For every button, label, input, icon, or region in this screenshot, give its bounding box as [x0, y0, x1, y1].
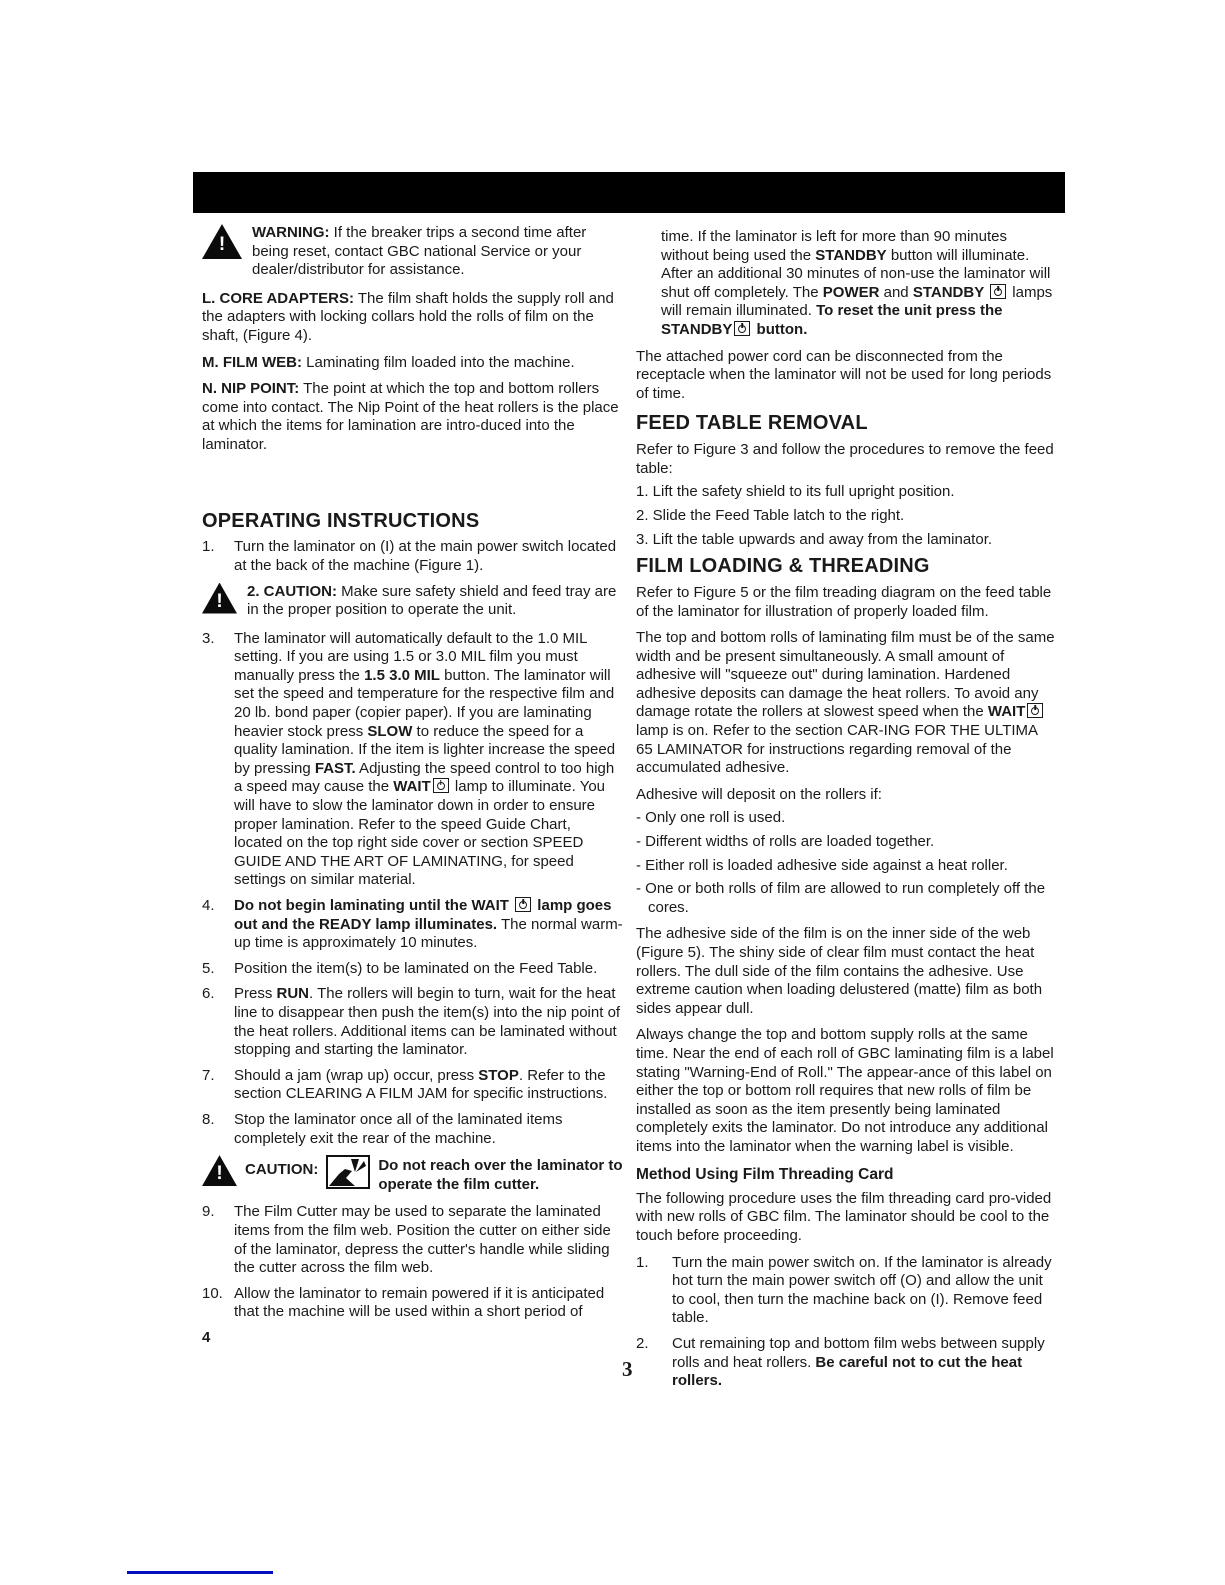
item-text: Cut remaining top and bottom film webs between supply rolls and heat rollers. Be careful not to cut the heat rollers. [672, 1334, 1045, 1390]
bullet-item: - One or both rolls of film are allowed to run completely off the cores. [636, 880, 1046, 916]
top-black-bar [193, 172, 1065, 213]
list-item [202, 897, 623, 953]
adhesive-bullets [636, 809, 1057, 917]
list-item [202, 538, 623, 575]
list-item [202, 1111, 623, 1148]
power-symbol-icon [1027, 703, 1043, 718]
list-item [202, 1285, 623, 1322]
item-text: Should a jam (wrap up) occur, press STOP. Refer to the section CLEARING A FILM JAM for specific instructions. [234, 1066, 608, 1103]
item-number: 2. [636, 1334, 649, 1352]
list-item [202, 985, 623, 1059]
safety-shield-caution [202, 583, 623, 620]
page-number: 3 [622, 1357, 633, 1381]
item-text: Allow the laminator to remain powered if it is anticipated that the machine will be used within a short period of [234, 1284, 605, 1321]
right-column [636, 228, 1057, 1398]
list-item [636, 1254, 1057, 1328]
item-number: 5. [202, 959, 215, 977]
power-symbol-icon [515, 897, 531, 912]
film-cutter-hazard-icon [326, 1155, 370, 1189]
feed-step: 2. Slide the Feed Table latch to the right. [636, 506, 905, 524]
item-text: The laminator will automatically default to the 1.0 MIL setting. If you are using 1.5 or 3.0 MIL film you must manually press the 1.5 3.0 MIL button. The laminator will set the speed and temperature for the respective film and 20 lb. bond paper (copier paper). If you are laminating heavier stock press SLOW to reduce the speed for a quality lamination. If the item is lighter increase the speed by pressing FAST. Adjusting the speed control to too high a speed may cause the WAIT lamp to illuminate. You will have to slow the laminator down in order to ensure proper lamination. Refer to the speed Guide Chart, located on the top right side cover or section SPEED GUIDE AND THE ART OF LAMINATING, for speed settings on similar material. [234, 629, 616, 889]
list-item [202, 630, 623, 890]
item-number: 1. [202, 538, 215, 556]
feed-intro: Refer to Figure 3 and follow the procedures to remove the feed table: [636, 441, 1054, 477]
film-loading-heading: FILM LOADING & THREADING [636, 555, 930, 578]
item-text: Turn the laminator on (I) at the main power switch located at the back of the machine (Figure 1). [234, 538, 617, 574]
item-number: 6. [202, 985, 215, 1003]
warning-triangle-icon [202, 224, 242, 259]
item-number: 10. [202, 1284, 223, 1302]
item-number: 8. [202, 1110, 215, 1128]
adhesive-intro: Adhesive will deposit on the rollers if: [636, 785, 882, 803]
list-item [636, 1335, 1057, 1391]
list-item [202, 960, 623, 979]
warning-text: WARNING: If the breaker trips a second time after being reset, contact GBC national Service or your dealer/distributor for assistance. [252, 224, 587, 279]
power-symbol-icon [734, 321, 750, 336]
power-cord-para: The attached power cord can be disconnected from the receptacle when the laminator will not be used for long periods of time. [636, 347, 1052, 402]
bottom-blue-line [127, 1571, 273, 1574]
film-para: The top and bottom rolls of laminating film must be of the same width and be present simultaneously. A small amount of adhesive will "squeeze out" during lamination. Hardened adhesive deposits can damage the heat rollers. To avoid any damage rotate the rollers at slowest speed when the WAIT lamp is on. Refer to the section CAR-ING FOR THE ULTIMA 65 LAMINATOR for instructions regarding removal of the accumulated adhesive. [636, 629, 1055, 777]
item-text: Stop the laminator once all of the laminated items completely exit the rear of the machine. [234, 1110, 563, 1147]
supply-rolls-para: Always change the top and bottom supply rolls at the same time. Near the end of each roll of GBC laminating film is a label stating "Warning-End of Roll." The appear-ance of this label on either the top or bottom roll requires that new rolls of film be installed as soon as the item presently being laminated completely exits the laminator. Do not introduce any additional items into the laminator when the warning label is visible. [636, 1026, 1054, 1155]
standby-continuation-para: time. If the laminator is left for more than 90 minutes without being used the STANDBY button will illuminate. After an additional 30 minutes of non-use the laminator will shut off completely. The POWER and STANDBY lamps will remain illuminated. To reset the unit press the STANDBY button. [661, 228, 1053, 338]
carryover-page-number: 4 [202, 1328, 211, 1346]
adhesive-side-para: The adhesive side of the film is on the inner side of the web (Figure 5). The shiny side of clear film must contact the heat rollers. The dull side of the film contains the adhesive. Use extreme caution when loading delustered (matte) film as both sides appear dull. [636, 925, 1043, 1017]
item-text: Do not begin laminating until the WAIT lamp goes out and the READY lamp illuminates. The normal warm-up time is approximately 10 minutes. [234, 897, 623, 952]
film-intro: Refer to Figure 5 or the film treading diagram on the feed table of the laminator for illustration of properly loaded film. [636, 583, 1052, 620]
def-core-adapters: L. CORE ADAPTERS: The film shaft holds the supply roll and the adapters with locking collars hold the rolls of film on the shaft, (Figure 4). [202, 289, 614, 344]
item-text: Turn the main power switch on. If the laminator is already hot turn the main power switch off (O) and allow the unit to cool, then turn the machine back on (I). Remove feed table. [672, 1253, 1052, 1327]
item-number: 4. [202, 897, 215, 915]
list-item [202, 1067, 623, 1104]
method-heading: Method Using Film Threading Card [636, 1165, 894, 1183]
feed-table-removal-heading: FEED TABLE REMOVAL [636, 412, 868, 435]
power-symbol-icon [433, 778, 449, 793]
item-number: 7. [202, 1066, 215, 1084]
feed-step: 3. Lift the table upwards and away from the laminator. [636, 530, 993, 548]
film-cutter-caution [202, 1155, 623, 1194]
item-number: 1. [636, 1253, 649, 1271]
caution-text: 2. CAUTION: Make sure safety shield and feed tray are in the proper position to operate the unit. [247, 582, 617, 619]
def-film-web: M. FILM WEB: Laminating film loaded into the machine. [202, 353, 575, 371]
warning-triangle-icon [202, 1155, 237, 1186]
left-column [202, 224, 623, 1347]
breaker-warning [202, 224, 623, 280]
bullet-item: - Only one roll is used. [636, 809, 786, 827]
item-number: 9. [202, 1203, 215, 1221]
item-number: 3. [202, 629, 215, 647]
list-item [202, 1203, 623, 1277]
bullet-item: - Either roll is loaded adhesive side against a heat roller. [636, 856, 1008, 874]
method-intro: The following procedure uses the film threading card pro-vided with new rolls of GBC film. The laminator should be cool to the touch before proceeding. [636, 1189, 1052, 1244]
caution-label: CAUTION: [245, 1161, 319, 1179]
warning-triangle-icon [202, 583, 237, 614]
feed-steps [636, 483, 1057, 549]
bullet-item: - Different widths of rolls are loaded together. [636, 833, 935, 851]
item-text: The Film Cutter may be used to separate the laminated items from the film web. Position the cutter on either side of the laminator, depress the cutter's handle while sliding the cutter across the film web. [234, 1203, 611, 1277]
operating-instructions-heading: OPERATING INSTRUCTIONS [202, 509, 480, 532]
power-symbol-icon [990, 284, 1006, 299]
caution-text: Do not reach over the laminator to operate the film cutter. [378, 1157, 623, 1193]
item-text: Press RUN. The rollers will begin to turn, wait for the heat line to disappear then push the item(s) into the nip point of the heat rollers. Additional items can be laminated without stopping and starting the laminator. [234, 985, 621, 1059]
item-text: Position the item(s) to be laminated on the Feed Table. [234, 959, 598, 977]
def-nip-point: N. NIP POINT: The point at which the top and bottom rollers come into contact. The Nip Point of the heat rollers is the place at which the items for lamination are intro-duced into the laminator. [202, 380, 619, 453]
feed-step: 1. Lift the safety shield to its full upright position. [636, 483, 955, 501]
